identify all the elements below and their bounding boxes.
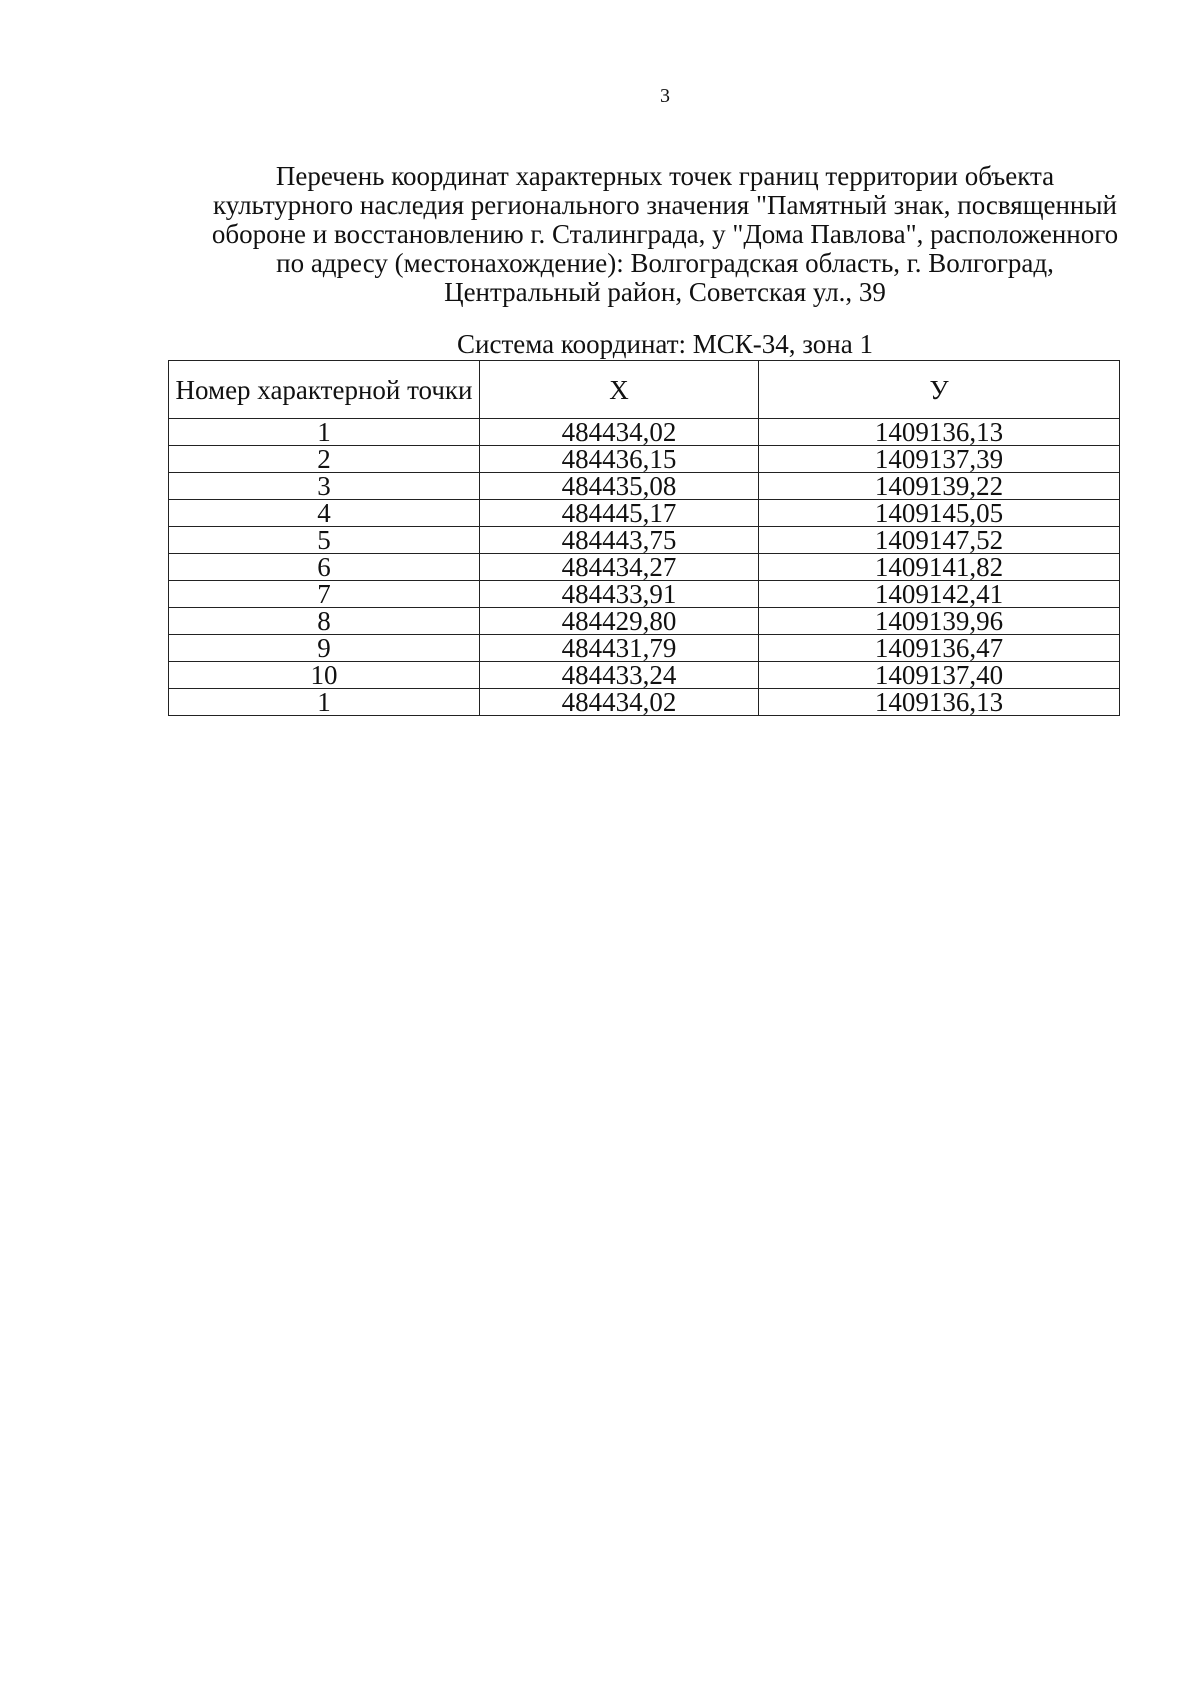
cell-y: 1409139,96: [759, 608, 1120, 635]
cell-x: 484434,02: [480, 419, 759, 446]
cell-y: 1409136,13: [759, 689, 1120, 716]
table-body: [169, 419, 1120, 716]
cell-point-number: 10: [169, 662, 480, 689]
cell-point-number: 8: [169, 608, 480, 635]
table-row: [169, 662, 1120, 689]
table-row: [169, 635, 1120, 662]
table-row: [169, 527, 1120, 554]
cell-point-number: 9: [169, 635, 480, 662]
cell-x: 484433,91: [480, 581, 759, 608]
page-number: 3: [660, 85, 670, 107]
cell-point-number: 2: [169, 446, 480, 473]
cell-x: 484436,15: [480, 446, 759, 473]
title-line: Перечень координат характерных точек границ территории объекта: [275, 161, 1055, 191]
cell-y: 1409137,39: [759, 446, 1120, 473]
cell-point-number: 1: [169, 689, 480, 716]
title-line: обороне и восстановлению г. Сталинграда, у "Дома Павлова", расположенного: [211, 219, 1119, 249]
cell-x: 484431,79: [480, 635, 759, 662]
cell-x: 484435,08: [480, 473, 759, 500]
cell-point-number: 3: [169, 473, 480, 500]
coordinate-system-label: Система координат: МСК-34, зона 1: [457, 329, 873, 359]
cell-x: 484445,17: [480, 500, 759, 527]
cell-y: 1409145,05: [759, 500, 1120, 527]
cell-x: 484429,80: [480, 608, 759, 635]
cell-x: 484434,27: [480, 554, 759, 581]
title-line: культурного наследия регионального значения "Памятный знак, посвященный: [213, 190, 1117, 220]
cell-point-number: 4: [169, 500, 480, 527]
cell-x: 484433,24: [480, 662, 759, 689]
cell-x: 484434,02: [480, 689, 759, 716]
header-x: Х: [480, 361, 759, 419]
cell-point-number: 6: [169, 554, 480, 581]
coordinates-table: [168, 360, 1120, 716]
table-row: [169, 419, 1120, 446]
table-row: [169, 473, 1120, 500]
table-header-row: [169, 361, 1120, 419]
cell-y: 1409141,82: [759, 554, 1120, 581]
header-y: У: [759, 361, 1120, 419]
table-row: [169, 446, 1120, 473]
title-line: Центральный район, Советская ул., 39: [444, 277, 886, 307]
cell-point-number: 5: [169, 527, 480, 554]
cell-y: 1409139,22: [759, 473, 1120, 500]
cell-y: 1409137,40: [759, 662, 1120, 689]
cell-y: 1409142,41: [759, 581, 1120, 608]
table-row: [169, 689, 1120, 716]
cell-y: 1409147,52: [759, 527, 1120, 554]
table-row: [169, 581, 1120, 608]
table-row: [169, 554, 1120, 581]
table-row: [169, 500, 1120, 527]
header-point-number: Номер характерной точки: [169, 361, 480, 419]
cell-point-number: 1: [169, 419, 480, 446]
cell-point-number: 7: [169, 581, 480, 608]
document-title: [160, 162, 1170, 307]
cell-y: 1409136,47: [759, 635, 1120, 662]
cell-x: 484443,75: [480, 527, 759, 554]
title-line: по адресу (местонахождение): Волгоградская область, г. Волгоград,: [276, 248, 1054, 278]
cell-y: 1409136,13: [759, 419, 1120, 446]
table-row: [169, 608, 1120, 635]
